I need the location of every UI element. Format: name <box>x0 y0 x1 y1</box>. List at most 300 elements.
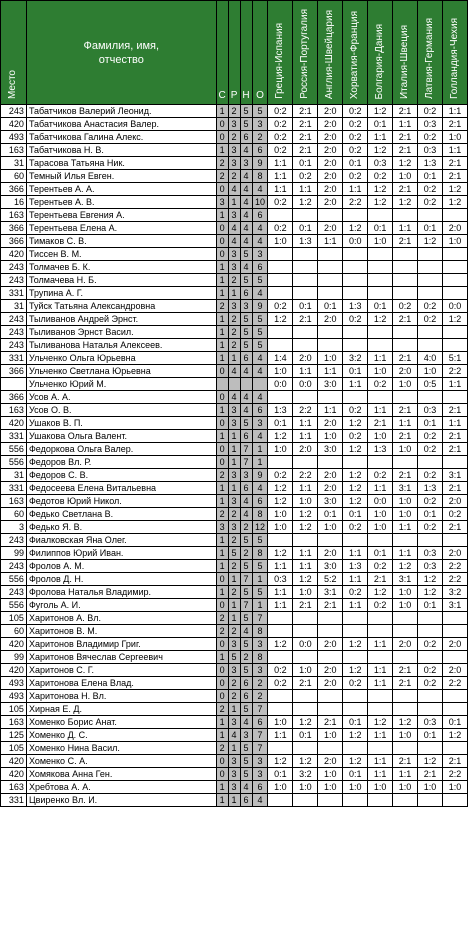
name-cell: Федотов Юрий Никол. <box>26 495 216 508</box>
stat-cell: 0 <box>216 456 228 469</box>
result-cell <box>442 690 467 703</box>
result-cell <box>268 287 293 300</box>
match-header: Болгария-Дания <box>368 1 393 105</box>
result-cell: 1:0 <box>318 729 343 742</box>
result-cell <box>343 209 368 222</box>
stat-cell: 1 <box>228 742 240 755</box>
result-cell: 1:2 <box>343 469 368 482</box>
stat-cell: 6 <box>240 287 252 300</box>
result-cell: 1:1 <box>293 365 318 378</box>
result-cell: 1:0 <box>418 781 443 794</box>
stat-cell: 3 <box>228 157 240 170</box>
stat-cell: 1 <box>216 261 228 274</box>
stat-cell: 1 <box>216 404 228 417</box>
stat-cell: 0 <box>216 235 228 248</box>
result-cell: 0:2 <box>418 443 443 456</box>
stat-cell: 9 <box>252 300 268 313</box>
stat-cell: 4 <box>228 729 240 742</box>
result-cell: 2:1 <box>442 170 467 183</box>
result-cell: 1:0 <box>393 495 418 508</box>
result-cell <box>318 612 343 625</box>
result-cell: 3:1 <box>318 586 343 599</box>
result-cell: 1:0 <box>393 729 418 742</box>
result-cell: 0:2 <box>418 677 443 690</box>
result-cell: 1:1 <box>293 560 318 573</box>
result-cell: 2:0 <box>318 222 343 235</box>
result-cell <box>318 274 343 287</box>
result-cell <box>368 391 393 404</box>
stat-cell: 1 <box>216 105 228 118</box>
stat-cell: 5 <box>240 586 252 599</box>
stat-cell: 2 <box>228 105 240 118</box>
stat-cell: 0 <box>216 417 228 430</box>
name-cell: Харитонов Владимир Григ. <box>26 638 216 651</box>
result-cell: 2:1 <box>442 755 467 768</box>
result-cell <box>293 209 318 222</box>
result-cell <box>293 274 318 287</box>
result-cell <box>442 326 467 339</box>
place-cell: 99 <box>1 651 27 664</box>
stat-cell: 1 <box>216 794 228 807</box>
stat-cell: 3 <box>228 300 240 313</box>
result-cell: 0:1 <box>343 768 368 781</box>
result-cell: 1:0 <box>393 586 418 599</box>
result-cell <box>418 456 443 469</box>
table-row <box>1 352 468 365</box>
result-cell: 1:1 <box>268 183 293 196</box>
stat-cell: 2 <box>240 547 252 560</box>
result-cell: 1:1 <box>393 118 418 131</box>
result-cell: 2:1 <box>393 105 418 118</box>
result-cell: 2:2 <box>293 404 318 417</box>
result-cell <box>368 534 393 547</box>
result-cell: 0:2 <box>343 144 368 157</box>
stat-cell: 4 <box>252 482 268 495</box>
place-cell: 556 <box>1 599 27 612</box>
result-cell: 0:0 <box>442 300 467 313</box>
stat-cell: 3 <box>252 638 268 651</box>
result-cell <box>268 794 293 807</box>
table-row <box>1 157 468 170</box>
name-cell: Федоров С. В. <box>26 469 216 482</box>
stat-header-points: О <box>252 1 268 105</box>
name-cell: Хоменко С. А. <box>26 755 216 768</box>
result-cell: 2:2 <box>293 469 318 482</box>
result-cell: 1:1 <box>393 521 418 534</box>
result-cell: 0:2 <box>268 131 293 144</box>
stat-cell: 2 <box>228 170 240 183</box>
stat-cell: 6 <box>252 716 268 729</box>
result-cell: 2:1 <box>293 105 318 118</box>
result-cell: 2:2 <box>442 768 467 781</box>
result-cell: 1:0 <box>368 430 393 443</box>
table-row <box>1 170 468 183</box>
result-cell <box>368 209 393 222</box>
result-cell <box>293 742 318 755</box>
result-cell: 0:2 <box>368 170 393 183</box>
stat-cell: 2 <box>216 625 228 638</box>
stat-cell: 10 <box>252 196 268 209</box>
result-cell: 1:2 <box>268 482 293 495</box>
match-header: Россия-Португалия <box>293 1 318 105</box>
result-cell: 0:0 <box>343 235 368 248</box>
stat-cell: 3 <box>228 469 240 482</box>
result-cell: 0:1 <box>368 300 393 313</box>
result-cell: 1:3 <box>418 157 443 170</box>
result-cell <box>268 391 293 404</box>
result-cell: 1:1 <box>293 417 318 430</box>
stat-cell: 3 <box>228 768 240 781</box>
result-cell: 1:1 <box>368 664 393 677</box>
stat-cell: 4 <box>240 209 252 222</box>
place-cell: 243 <box>1 586 27 599</box>
stat-cell: 3 <box>240 729 252 742</box>
stat-cell: 7 <box>252 703 268 716</box>
result-cell <box>268 339 293 352</box>
place-cell: 331 <box>1 352 27 365</box>
stat-cell: 4 <box>252 430 268 443</box>
stat-cell: 0 <box>216 131 228 144</box>
result-cell <box>268 274 293 287</box>
result-cell: 0:2 <box>343 170 368 183</box>
result-cell: 0:2 <box>418 664 443 677</box>
result-cell: 1:4 <box>268 352 293 365</box>
stat-cell: 3 <box>252 664 268 677</box>
result-cell <box>442 651 467 664</box>
stat-cell: 2 <box>228 339 240 352</box>
result-cell: 1:1 <box>368 404 393 417</box>
place-cell: 105 <box>1 612 27 625</box>
place-cell: 366 <box>1 183 27 196</box>
stat-cell: 4 <box>240 495 252 508</box>
stat-cell: 3 <box>240 300 252 313</box>
table-row <box>1 625 468 638</box>
stat-cell: 5 <box>240 105 252 118</box>
result-cell: 1:3 <box>268 404 293 417</box>
name-cell: Тыливанова Наталья Алексеев. <box>26 339 216 352</box>
name-cell: Толмачев Б. К. <box>26 261 216 274</box>
stat-cell: 5 <box>240 768 252 781</box>
table-row <box>1 365 468 378</box>
stat-cell: 3 <box>252 417 268 430</box>
result-cell: 1:0 <box>268 443 293 456</box>
result-cell <box>442 248 467 261</box>
result-cell: 0:3 <box>418 118 443 131</box>
result-cell: 1:1 <box>268 586 293 599</box>
result-cell: 1:0 <box>368 235 393 248</box>
place-cell: 420 <box>1 768 27 781</box>
result-cell <box>418 625 443 638</box>
result-cell <box>368 703 393 716</box>
result-cell: 0:2 <box>343 313 368 326</box>
stat-cell: 1 <box>216 144 228 157</box>
result-cell: 1:3 <box>343 300 368 313</box>
result-cell: 2:0 <box>318 755 343 768</box>
result-cell: 1:2 <box>343 495 368 508</box>
table-row <box>1 690 468 703</box>
stat-cell: 1 <box>216 495 228 508</box>
place-cell: 99 <box>1 547 27 560</box>
stat-cell: 5 <box>252 313 268 326</box>
stat-cell: 2 <box>216 508 228 521</box>
result-cell: 1:2 <box>343 222 368 235</box>
result-cell: 0:3 <box>418 547 443 560</box>
result-cell: 2:0 <box>318 183 343 196</box>
result-cell <box>368 651 393 664</box>
result-cell: 0:2 <box>368 469 393 482</box>
name-cell: Фиалковская Яна Олег. <box>26 534 216 547</box>
result-cell: 1:1 <box>368 638 393 651</box>
name-cell: Тыливанов Андрей Эрнст. <box>26 313 216 326</box>
result-cell: 1:1 <box>268 157 293 170</box>
stat-cell: 0 <box>216 677 228 690</box>
result-cell <box>418 326 443 339</box>
result-cell <box>418 209 443 222</box>
table-row <box>1 339 468 352</box>
result-cell <box>442 794 467 807</box>
table-row <box>1 508 468 521</box>
result-cell: 1:0 <box>343 781 368 794</box>
table-row <box>1 248 468 261</box>
result-cell <box>318 651 343 664</box>
stat-cell: 5 <box>240 638 252 651</box>
result-cell: 0:2 <box>343 105 368 118</box>
table-row <box>1 235 468 248</box>
result-cell: 2:0 <box>318 677 343 690</box>
result-cell: 0:2 <box>343 404 368 417</box>
result-cell: 1:0 <box>393 443 418 456</box>
place-cell: 556 <box>1 456 27 469</box>
result-cell: 0:1 <box>343 365 368 378</box>
stat-cell: 1 <box>228 456 240 469</box>
result-cell: 0:2 <box>418 469 443 482</box>
stat-cell: 6 <box>252 209 268 222</box>
stat-cell: 7 <box>240 456 252 469</box>
result-cell: 1:0 <box>393 599 418 612</box>
stat-cell: 3 <box>228 144 240 157</box>
result-cell: 2:2 <box>343 196 368 209</box>
stat-cell: 3 <box>228 716 240 729</box>
result-cell <box>368 274 393 287</box>
result-cell: 3:2 <box>442 586 467 599</box>
result-cell: 1:2 <box>442 196 467 209</box>
result-cell: 1:2 <box>343 443 368 456</box>
result-cell: 0:2 <box>418 495 443 508</box>
result-cell: 1:1 <box>368 729 393 742</box>
result-cell: 2:0 <box>318 638 343 651</box>
stat-cell: 6 <box>252 261 268 274</box>
table-row <box>1 768 468 781</box>
result-cell <box>318 794 343 807</box>
result-cell: 0:3 <box>418 560 443 573</box>
result-cell: 1:0 <box>442 235 467 248</box>
place-header: Место <box>1 1 27 105</box>
stat-cell: 1 <box>216 339 228 352</box>
result-cell: 0:1 <box>343 157 368 170</box>
result-cell: 0:0 <box>268 378 293 391</box>
stat-cell: 4 <box>240 222 252 235</box>
result-cell <box>343 625 368 638</box>
stat-cell: 5 <box>252 274 268 287</box>
name-cell: Фролова Наталья Владимир. <box>26 586 216 599</box>
table-row <box>1 612 468 625</box>
result-cell <box>442 339 467 352</box>
table-row <box>1 573 468 586</box>
result-cell: 1:1 <box>343 599 368 612</box>
result-cell: 0:2 <box>418 430 443 443</box>
result-cell <box>393 456 418 469</box>
stat-cell: 7 <box>240 443 252 456</box>
result-cell: 3:2 <box>293 768 318 781</box>
stat-cell: 9 <box>252 157 268 170</box>
stat-cell: 5 <box>240 742 252 755</box>
stat-cell: 1 <box>228 196 240 209</box>
result-cell <box>418 287 443 300</box>
stat-cell: 8 <box>252 625 268 638</box>
stat-cell: 4 <box>252 794 268 807</box>
stat-cell: 0 <box>216 365 228 378</box>
result-cell <box>418 248 443 261</box>
result-cell: 0:2 <box>442 508 467 521</box>
stat-cell: 7 <box>252 742 268 755</box>
result-cell: 2:1 <box>393 183 418 196</box>
stat-cell: 5 <box>240 248 252 261</box>
result-cell: 0:2 <box>343 521 368 534</box>
result-cell: 2:0 <box>293 443 318 456</box>
stat-cell: 1 <box>216 482 228 495</box>
result-cell: 1:2 <box>343 664 368 677</box>
result-cell <box>293 612 318 625</box>
stat-cell: 8 <box>252 170 268 183</box>
stat-cell: 6 <box>252 495 268 508</box>
result-cell <box>318 703 343 716</box>
table-row <box>1 417 468 430</box>
stat-cell: 1 <box>228 352 240 365</box>
result-cell: 0:1 <box>343 716 368 729</box>
stat-cell: 0 <box>216 573 228 586</box>
place-cell: 105 <box>1 703 27 716</box>
result-cell: 2:0 <box>442 495 467 508</box>
stat-cell: 4 <box>252 391 268 404</box>
name-cell: Тыливанов Эрнст Васил. <box>26 326 216 339</box>
match-header: Голландия-Чехия <box>442 1 467 105</box>
result-cell: 2:1 <box>393 352 418 365</box>
result-cell: 2:1 <box>442 118 467 131</box>
result-cell <box>393 703 418 716</box>
result-cell: 3:1 <box>442 599 467 612</box>
result-cell: 1:0 <box>318 781 343 794</box>
result-cell: 2:0 <box>318 547 343 560</box>
table-row <box>1 469 468 482</box>
result-cell: 0:3 <box>418 716 443 729</box>
result-cell <box>368 794 393 807</box>
stat-cell: 0 <box>216 690 228 703</box>
result-cell <box>343 248 368 261</box>
result-cell: 0:0 <box>368 495 393 508</box>
result-cell: 2:1 <box>393 755 418 768</box>
name-cell: Ульченко Светлана Юрьевна <box>26 365 216 378</box>
result-cell <box>343 742 368 755</box>
stat-cell: 3 <box>228 417 240 430</box>
place-cell: 420 <box>1 664 27 677</box>
table-row <box>1 586 468 599</box>
result-cell <box>293 651 318 664</box>
result-cell: 2:0 <box>318 170 343 183</box>
result-cell: 1:1 <box>268 729 293 742</box>
result-cell: 0:1 <box>368 222 393 235</box>
result-cell: 1:1 <box>343 547 368 560</box>
stat-cell: 5 <box>252 586 268 599</box>
result-cell: 4:0 <box>418 352 443 365</box>
result-cell <box>293 534 318 547</box>
result-cell <box>268 456 293 469</box>
result-cell <box>393 794 418 807</box>
stat-cell: 5 <box>240 664 252 677</box>
place-cell: 331 <box>1 794 27 807</box>
result-cell: 1:0 <box>393 508 418 521</box>
stat-cell: 1 <box>228 599 240 612</box>
result-cell: 1:0 <box>268 716 293 729</box>
result-cell: 0:2 <box>418 638 443 651</box>
stat-cell: 1 <box>216 547 228 560</box>
result-cell: 0:2 <box>293 170 318 183</box>
result-cell: 1:2 <box>368 313 393 326</box>
result-cell <box>418 261 443 274</box>
result-cell: 1:1 <box>393 417 418 430</box>
name-cell: Харитонов Вячеслав Сергеевич <box>26 651 216 664</box>
stat-cell: 5 <box>240 560 252 573</box>
result-cell: 0:1 <box>442 716 467 729</box>
result-cell: 0:2 <box>268 118 293 131</box>
table-row <box>1 196 468 209</box>
name-cell: Филиппов Юрий Иван. <box>26 547 216 560</box>
result-cell <box>293 391 318 404</box>
stat-cell: 4 <box>252 287 268 300</box>
name-cell: Федоркова Ольга Валер. <box>26 443 216 456</box>
result-cell: 0:3 <box>268 573 293 586</box>
result-cell <box>293 625 318 638</box>
result-cell: 1:2 <box>343 755 368 768</box>
stat-cell <box>252 378 268 391</box>
result-cell <box>293 248 318 261</box>
stat-cell: 0 <box>216 118 228 131</box>
result-cell: 0:3 <box>418 144 443 157</box>
result-cell: 0:2 <box>268 664 293 677</box>
result-cell: 1:2 <box>393 157 418 170</box>
result-cell <box>268 261 293 274</box>
name-cell: Табатчикова Н. В. <box>26 144 216 157</box>
result-cell: 3:0 <box>318 560 343 573</box>
stat-header-exact: Р <box>228 1 240 105</box>
result-cell: 1:1 <box>268 599 293 612</box>
result-cell: 1:1 <box>318 235 343 248</box>
result-cell: 2:1 <box>418 768 443 781</box>
stat-cell: 0 <box>216 638 228 651</box>
place-cell: 331 <box>1 430 27 443</box>
place-cell: 366 <box>1 235 27 248</box>
result-cell <box>368 248 393 261</box>
stat-cell: 4 <box>240 196 252 209</box>
result-cell <box>418 742 443 755</box>
result-cell: 0:1 <box>318 300 343 313</box>
name-cell: Туйск Татьяна Александровна <box>26 300 216 313</box>
stat-cell: 1 <box>216 781 228 794</box>
stat-cell: 4 <box>240 365 252 378</box>
result-cell: 1:1 <box>393 547 418 560</box>
result-cell: 1:0 <box>268 365 293 378</box>
result-cell: 2:0 <box>318 118 343 131</box>
stat-cell: 5 <box>228 547 240 560</box>
